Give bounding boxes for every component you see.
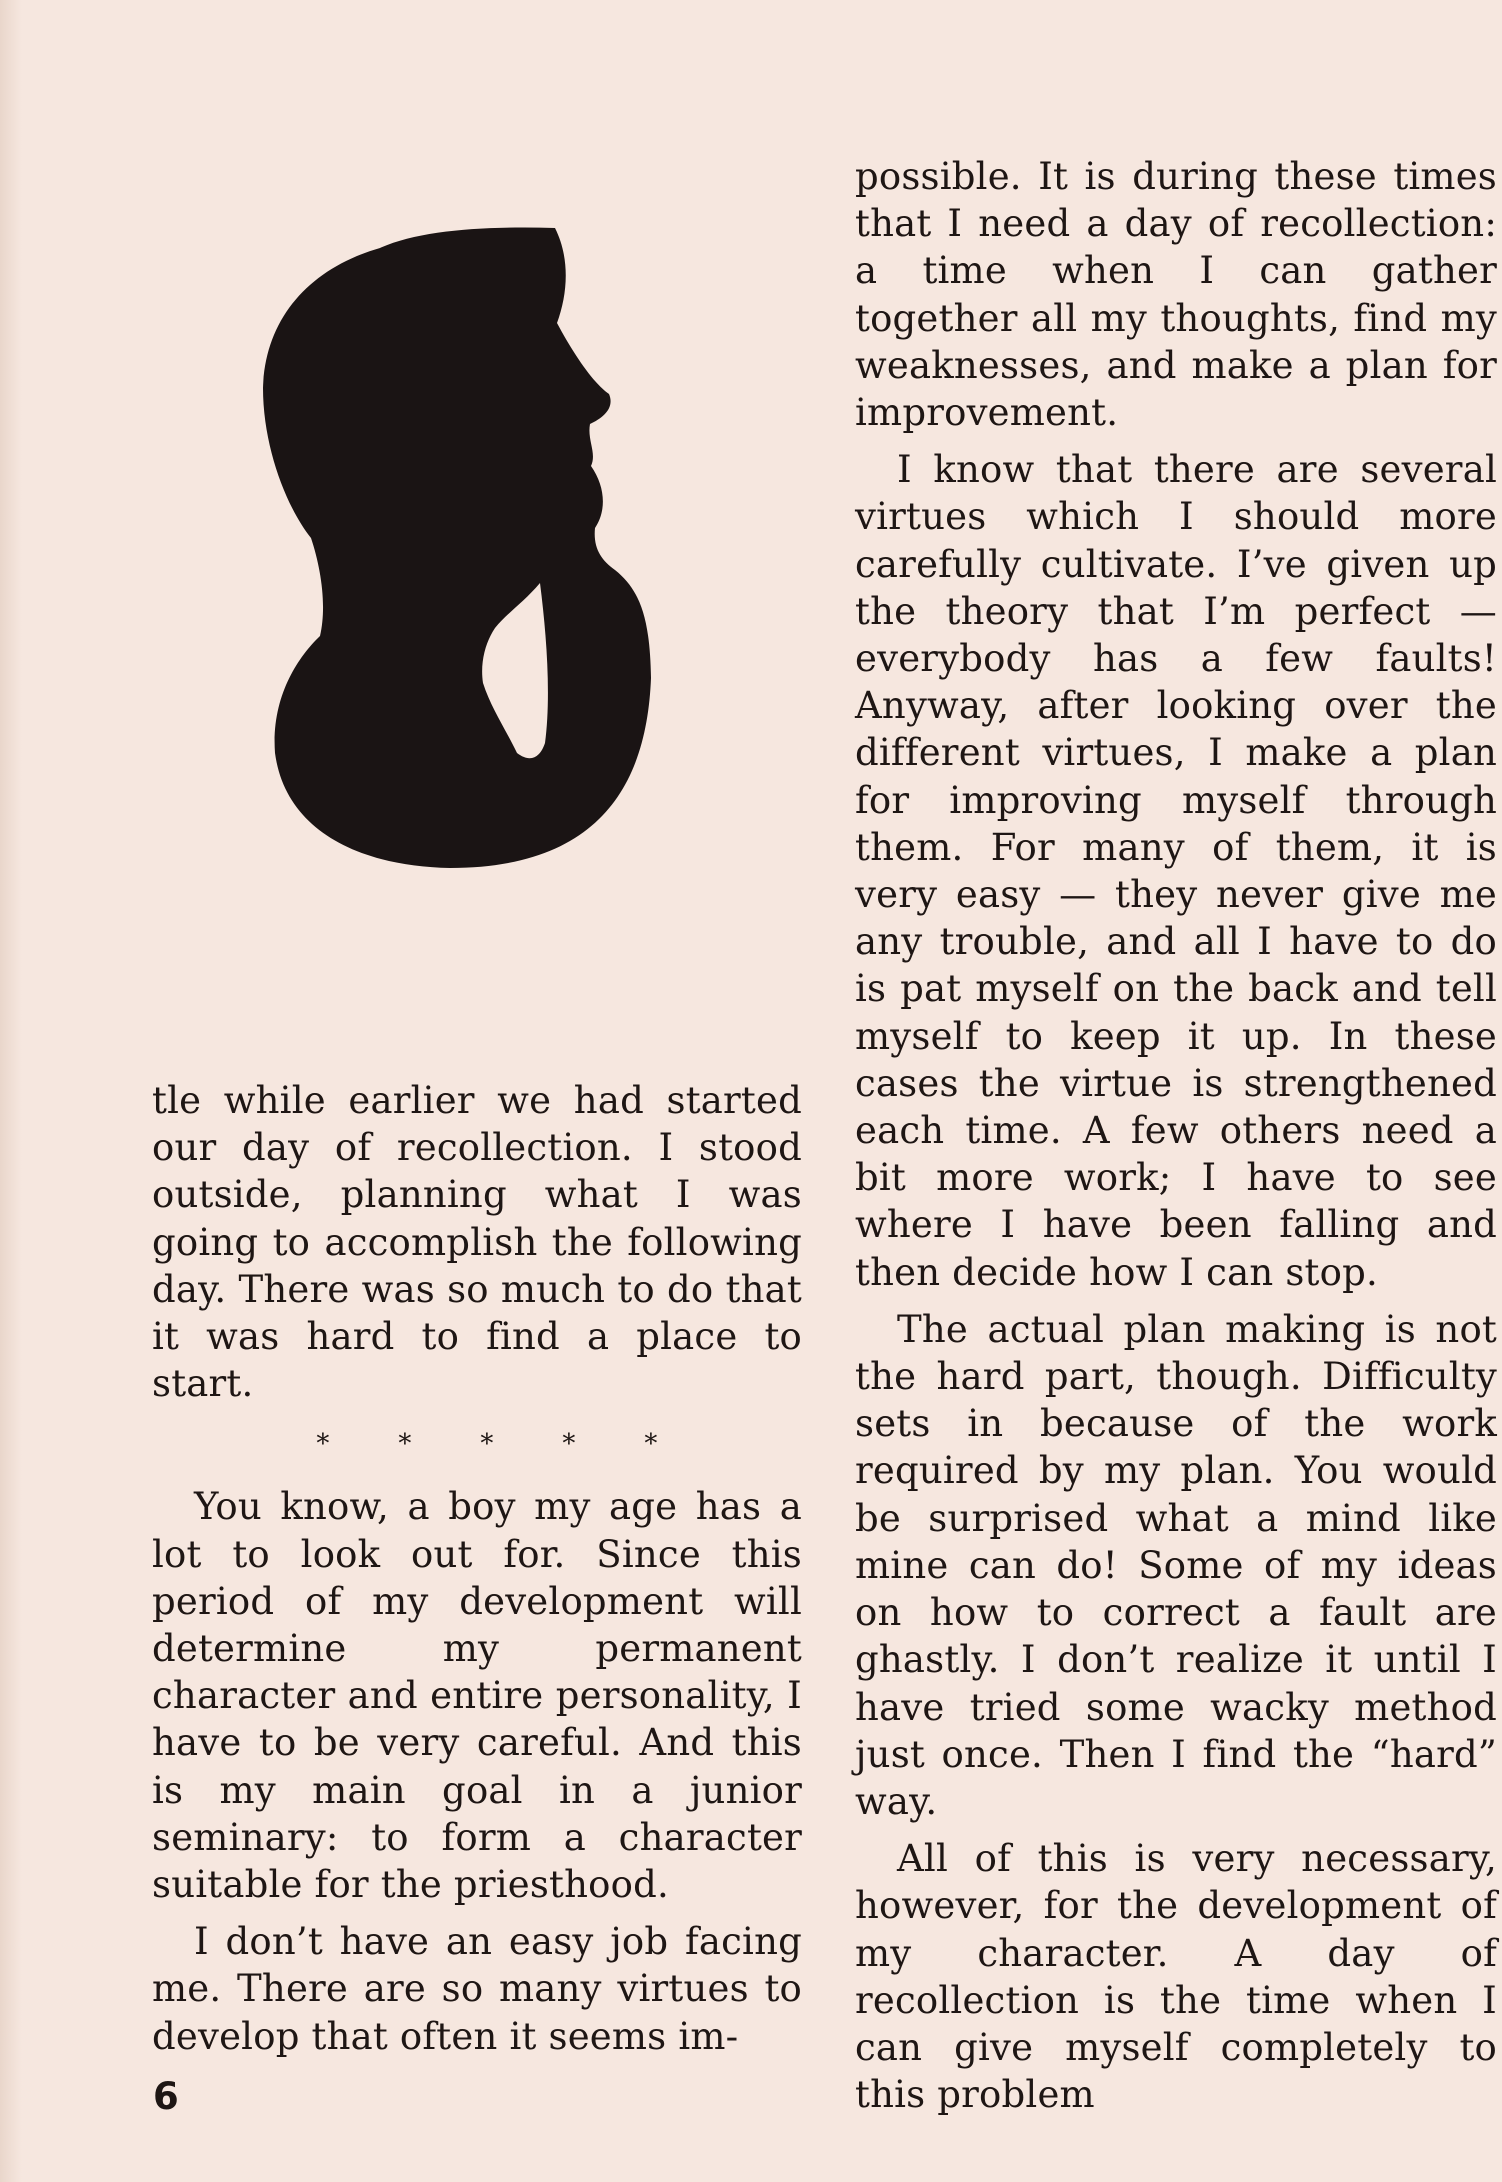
separator-star: * [398, 1429, 412, 1460]
left-paragraph-3: I don’t have an easy job facing me. There are so many virtues to develop that often it seems im- [152, 1920, 802, 2058]
right-paragraph-3: The actual plan making is not the hard part, though. Difficulty sets in because of the work required by my plan. You would be surprised what a mind like mine can do! Some of my ideas on how to correct a fault are ghastly. I don’t realize it until I have tried some wacky method just once. Then I find the “hard” way. [855, 1307, 1497, 1823]
left-paragraph-2: You know, a boy my age has a lot to look out for. Since this period of my development will determine my permanent character and entire personality, I have to be very careful. And this is my main goal in a junior seminary: to form a character suitable for the priesthood. [152, 1485, 802, 1907]
left-column [152, 1077, 802, 2060]
page-number: 6 [153, 2075, 179, 2118]
profile-silhouette-icon [255, 218, 685, 878]
right-paragraph-2: I know that there are several virtues which I should more carefully cultivate. I’ve given up the theory that I’m perfect — everybody has a few faults! Anyway, after looking over the different virtues, I make a plan for improving myself through them. For many of them, it is very easy — they never give me any trouble, and all I have to do is pat myself on the back and tell myself to keep it up. In these cases the virtue is strengthened each time. A few others need a bit more work; I have to see where I have been falling and then decide how I can stop. [855, 448, 1497, 1294]
page-binding-shadow [0, 0, 22, 2182]
right-paragraph-1: possible. It is during these times that I need a day of recollection: a time when I can gather together all my thoughts, find my weaknesses, and make a plan for improvement. [855, 155, 1497, 435]
right-paragraph-4: All of this is very necessary, however, for the development of my character. A day of recollection is the time when I can give myself completely to this problem [855, 1837, 1497, 2117]
separator-star: * [316, 1429, 330, 1460]
silhouette-shape [263, 228, 651, 868]
right-column [855, 153, 1497, 2118]
separator-star: * [562, 1429, 576, 1460]
left-paragraph-1: tle while earlier we had started our day of recollection. I stood outside, planning what I was going to accomplish the following day. There was so much to do that it was hard to find a place to start. [152, 1079, 802, 1406]
separator-star: * [480, 1429, 494, 1460]
separator-star: * [644, 1429, 658, 1460]
section-separator [152, 1419, 802, 1469]
